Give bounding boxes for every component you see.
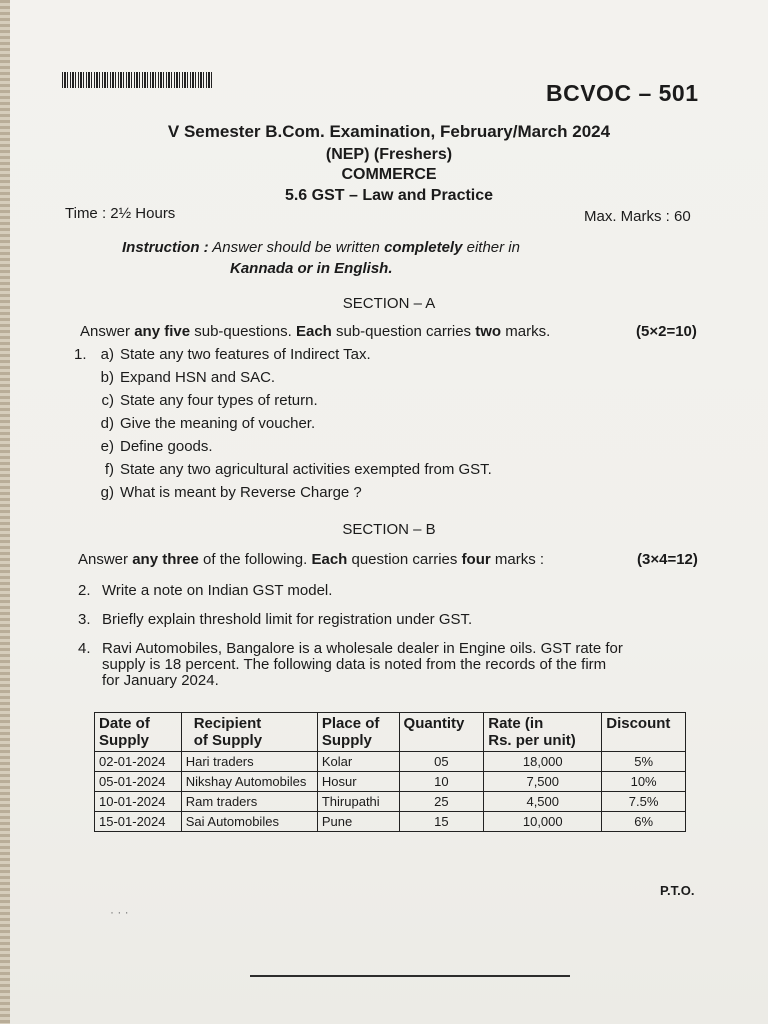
cell-discount: 7.5% [602, 792, 686, 812]
sub-question-text: What is meant by Reverse Charge ? [120, 484, 362, 501]
sub-question-label: f) [104, 461, 114, 478]
cell-rate: 10,000 [484, 812, 602, 832]
exam-title: V Semester B.Com. Examination, February/March 2024 [167, 122, 611, 141]
sub-question-label: g) [100, 484, 114, 501]
cell-rate: 18,000 [484, 752, 602, 772]
list-item [74, 438, 213, 455]
question-number: 1. [74, 346, 87, 363]
section-b-title: SECTION – B [342, 521, 436, 538]
sub-question-text: State any two features of Indirect Tax. [120, 346, 371, 363]
table-row [95, 792, 686, 812]
section-a-title: SECTION – A [342, 295, 436, 312]
section-b-directions-text: Answer any three of the following. Each question carries four marks : [78, 551, 545, 568]
sub-question-label: b) [100, 369, 114, 386]
cell-recipient: Hari traders [181, 752, 317, 772]
question-4 [78, 641, 623, 689]
cell-place: Kolar [317, 752, 399, 772]
table-header-row [95, 713, 686, 752]
table-row [95, 812, 686, 832]
sub-question-label: e) [100, 438, 114, 455]
time-allowed: Time : 2½ Hours [65, 205, 176, 222]
cell-date: 05-01-2024 [95, 772, 182, 792]
sub-question-text: Define goods. [120, 438, 213, 455]
section-a-points: (5×2=10) [636, 323, 697, 340]
cell-discount: 5% [602, 752, 686, 772]
question-4-line1: Ravi Automobiles, Bangalore is a wholesale dealer in Engine oils. GST rate for [102, 640, 623, 657]
question-3-text: Briefly explain threshold limit for registration under GST. [102, 611, 473, 628]
header-place: Place of Supply [317, 713, 399, 752]
cell-quantity: 05 [399, 752, 484, 772]
binding-edge [0, 0, 10, 1024]
list-item [74, 484, 362, 501]
instruction-text-bold: completely [384, 239, 463, 256]
instruction-text-a: Answer should be written [212, 239, 385, 256]
sub-question-label: c) [101, 392, 114, 409]
header-recipient: Recipient of Supply [181, 713, 317, 752]
cell-place: Hosur [317, 772, 399, 792]
page-fold-shadow [250, 975, 570, 977]
cell-discount: 6% [602, 812, 686, 832]
exam-scheme: (NEP) (Freshers) [325, 146, 453, 163]
question-4-line2: supply is 18 percent. The following data is noted from the records of the firm [102, 656, 607, 673]
pto-marker: P.T.O. [660, 883, 695, 898]
cell-discount: 10% [602, 772, 686, 792]
cell-rate: 4,500 [484, 792, 602, 812]
header-date: Date of Supply [95, 713, 182, 752]
list-item [74, 392, 318, 409]
list-item [74, 346, 371, 363]
table-row [95, 772, 686, 792]
section-b-directions [78, 551, 544, 568]
question-2-number: 2. [78, 582, 91, 599]
question-4-number: 4. [78, 640, 91, 657]
section-a-directions-text: Answer any five sub-questions. Each sub-question carries two marks. [80, 323, 551, 340]
subject-title: COMMERCE [341, 166, 437, 183]
cell-place: Thirupathi [317, 792, 399, 812]
paper-title: 5.6 GST – Law and Practice [284, 187, 494, 204]
list-item [74, 369, 275, 386]
section-b-points: (3×4=12) [637, 551, 698, 568]
cell-recipient: Sai Automobiles [181, 812, 317, 832]
sub-question-text: Expand HSN and SAC. [120, 369, 276, 386]
paper-code: BCVOC – 501 [546, 80, 699, 106]
list-item [74, 461, 492, 478]
barcode [62, 72, 212, 88]
cell-date: 10-01-2024 [95, 792, 182, 812]
question-3 [78, 611, 472, 628]
cell-place: Pune [317, 812, 399, 832]
instruction-line2: Kannada or in English. [230, 260, 393, 277]
instruction-label: Instruction : [122, 239, 209, 256]
header-discount: Discount [602, 713, 686, 752]
sub-question-text: State any four types of return. [120, 392, 318, 409]
question-2 [78, 582, 332, 599]
supply-table [94, 712, 686, 832]
cell-quantity: 25 [399, 792, 484, 812]
cell-quantity: 15 [399, 812, 484, 832]
cell-recipient: Ram traders [181, 792, 317, 812]
sub-question-text: Give the meaning of voucher. [120, 415, 316, 432]
header-rate: Rate (in Rs. per unit) [484, 713, 602, 752]
header-quantity: Quantity [399, 713, 484, 752]
question-4-line3: for January 2024. [102, 672, 219, 689]
sub-question-text: State any two agricultural activities exempted from GST. [120, 461, 492, 478]
cell-quantity: 10 [399, 772, 484, 792]
section-a-directions [80, 323, 550, 340]
question-2-text: Write a note on Indian GST model. [102, 582, 333, 599]
instruction-text-b: either in [462, 239, 520, 256]
exam-page [10, 0, 768, 1024]
question-3-number: 3. [78, 611, 91, 628]
cell-date: 15-01-2024 [95, 812, 182, 832]
table-row [95, 752, 686, 772]
sub-question-label: a) [100, 346, 114, 363]
instruction-block [122, 237, 520, 279]
cell-date: 02-01-2024 [95, 752, 182, 772]
cell-rate: 7,500 [484, 772, 602, 792]
scan-speckle: · · · [110, 905, 129, 919]
cell-recipient: Nikshay Automobiles [181, 772, 317, 792]
max-marks: Max. Marks : 60 [584, 208, 691, 225]
list-item [74, 415, 315, 432]
sub-question-label: d) [100, 415, 114, 432]
